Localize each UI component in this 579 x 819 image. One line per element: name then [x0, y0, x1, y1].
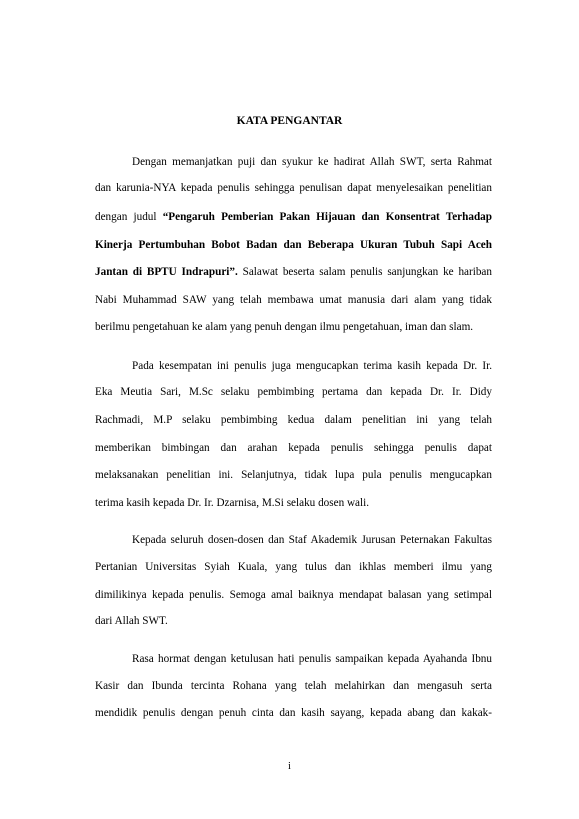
text-line: [95, 468, 492, 482]
line-text: berilmu pengetahuan ke alam yang penuh dengan ilmu pengetahuan, iman dan slam.: [95, 321, 474, 333]
line-text: Salawat beserta salam penulis sanjungkan ke hariban: [237, 266, 492, 278]
text-line: [95, 496, 492, 510]
line-text: dan karunia-NYA kepada penulis sehingga penulisan dapat menyelesaikan penelitian: [95, 182, 492, 194]
text-line: [95, 413, 492, 427]
line-text: Kasir dan Ibunda tercinta Rohana yang telah melahirkan dan mengasuh serta: [95, 680, 492, 692]
line-text: Nabi Muhammad SAW yang telah membawa umat manusia dari alam yang tidak: [95, 294, 492, 306]
text-line: [95, 210, 492, 224]
line-text: Dengan memanjatkan puji dan syukur ke hadirat Allah SWT, serta Rahmat: [132, 156, 492, 168]
text-line: [95, 238, 492, 252]
text-line: [95, 614, 492, 628]
text-line: [95, 293, 492, 307]
line-text: dengan judul: [95, 211, 163, 223]
text-line: [95, 441, 492, 455]
line-text: Eka Meutia Sari, M.Sc selaku pembimbing pertama dan kepada Dr. Ir. Didy: [95, 386, 492, 398]
text-line: [95, 706, 492, 720]
study-title-text: “Pengaruh Pemberian Pakan Hijauan dan Konsentrat Terhadap: [162, 211, 492, 223]
text-line: [132, 652, 492, 666]
text-line: [95, 560, 492, 574]
page-number: i: [288, 761, 291, 772]
line-text: Rasa hormat dengan ketulusan hati penulis sampaikan kepada Ayahanda Ibnu: [132, 653, 492, 665]
line-text: Pada kesempatan ini penulis juga mengucapkan terima kasih kepada Dr. Ir.: [132, 360, 492, 372]
text-line: [95, 588, 492, 602]
line-text: Pertanian Universitas Syiah Kuala, yang tulus dan ikhlas memberi ilmu yang: [95, 561, 492, 573]
line-text: melaksanakan penelitian ini. Selanjutnya, tidak lupa pula penulis mengucapkan: [95, 469, 492, 481]
study-title-text: Kinerja Pertumbuhan Bobot Badan dan Beberapa Ukuran Tubuh Sapi Aceh: [95, 239, 492, 251]
text-line: [132, 155, 492, 169]
line-text: dimilikinya kepada penulis. Semoga amal baiknya mendapat balasan yang setimpal: [95, 589, 492, 601]
line-text: dari Allah SWT.: [95, 615, 168, 627]
line-text: terima kasih kepada Dr. Ir. Dzarnisa, M.Si selaku dosen wali.: [95, 497, 370, 509]
page-title: KATA PENGANTAR: [236, 115, 343, 127]
text-line: [95, 679, 492, 693]
text-line: [95, 265, 492, 279]
text-line: [95, 320, 492, 334]
line-text: Rachmadi, M.P selaku pembimbing kedua dalam penelitian ini yang telah: [95, 414, 492, 426]
text-line: [95, 181, 492, 195]
study-title-text: Jantan di BPTU Indrapuri”.: [95, 266, 238, 278]
text-line: [95, 385, 492, 399]
line-text: mendidik penulis dengan penuh cinta dan kasih sayang, kepada abang dan kakak-: [95, 707, 492, 719]
text-line: [132, 533, 492, 547]
line-text: memberikan bimbingan dan arahan kepada penulis sehingga penulis dapat: [95, 442, 492, 454]
line-text: Kepada seluruh dosen-dosen dan Staf Akademik Jurusan Peternakan Fakultas: [132, 534, 492, 546]
text-line: [132, 359, 492, 373]
